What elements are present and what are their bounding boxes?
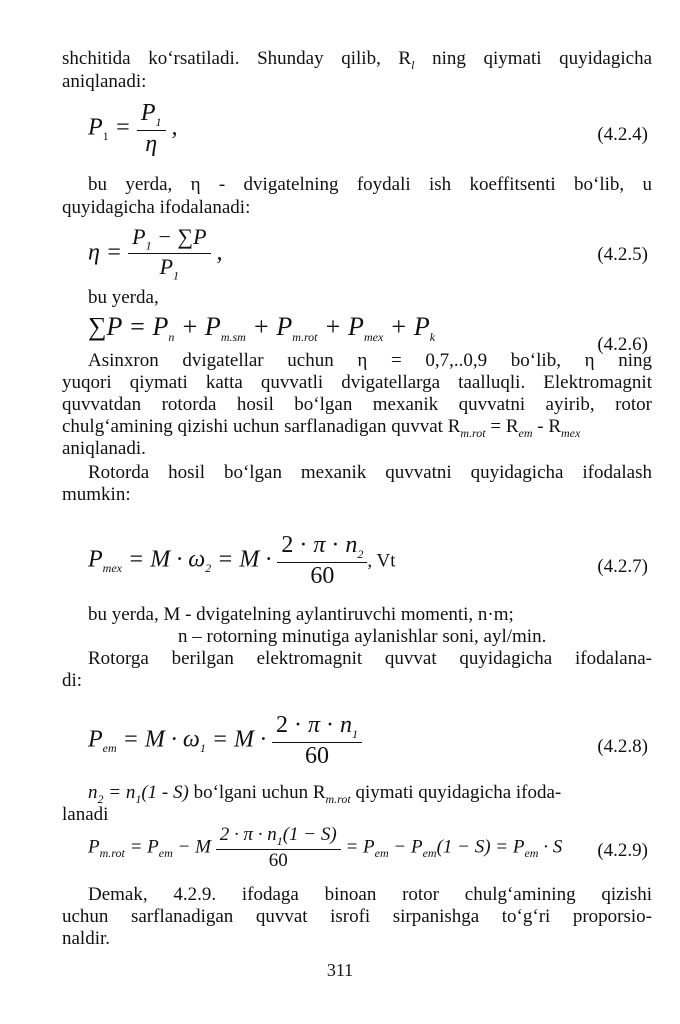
text-line: aniqlanadi. (62, 438, 146, 459)
text-line: Demak, 4.2.9. ifodaga binoan rotor chulg‘amining qizishi (88, 884, 652, 905)
text-line: mumkin: (62, 484, 131, 505)
equation-4-2-9: $P_{m.rot} = P_{em} - M$ $\frac{2 \cdot \pi \cdot n_1(1 - S)}{60}$ = $P_{em} - P_{em}(1 - S) = P_{em} \cdot S$ (4.2.9) (88, 824, 648, 871)
text-line: Rotorda hosil bo‘lgan mexanik quvvatni quyidagicha ifodalash (88, 462, 652, 483)
equation-4-2-6: $\sum P = P_n + P_{m.sm} + P_{m.rot} + P_{mex} + P_k$ (4.2.6) (88, 312, 648, 355)
page-number: 311 (326, 960, 354, 980)
text-line: di: (62, 670, 83, 691)
text-line: yuqori qiymati katta quvvatli dvigatellarga taalluqli. Elektromagnit (62, 372, 652, 393)
equation-4-2-4: $P_1$ = $\frac{P_1}{\eta}$ , (4.2.4) (88, 100, 648, 157)
text-line: quvvatdan rotorda hosil bo‘lgan mexanik quvvatni ayirib, rotor (62, 394, 652, 415)
text-line: Asinxron dvigatellar uchun η = 0,7,..0,9 bo‘lib, η ning (88, 350, 652, 371)
equation-4-2-5: η = $\frac{P_1 - \sum P}{P_1}$ , (4.2.5) (88, 224, 648, 283)
equation-4-2-7: $P_{mex} = M \cdot \omega_2 = M$ · $\frac{2 \cdot \pi \cdot n_2}{60}$ , Vt (4.2.7) (88, 532, 648, 589)
text-line: chulg‘amining qizishi uchun sarflanadigan quvvat $R_{m.rot} = R_{em} - R_{mex}$ (62, 416, 581, 440)
text-line: shchitida ko‘rsatiladi. Shunday qilib, $R_l$ ning qiymati quyidagicha (62, 48, 652, 72)
equation-4-2-8: $P_{em} = M \cdot \omega_1 = M$ · $\frac{2 \cdot \pi \cdot n_1}{60}$ (4.2.8) (88, 712, 648, 769)
text-line: uchun sarflanadigan quvvat isrofi sirpanishga to‘g‘ri proporsio- (62, 906, 652, 927)
text-line: naldir. (62, 928, 111, 949)
text-line: $n_2 = n_1(1 - S)$ bo‘lgani uchun $R_{m.rot}$ qiymati quyidagicha ifoda- (88, 782, 562, 806)
text-line: aniqlanadi: (62, 71, 147, 92)
text-line: lanadi (62, 804, 109, 825)
text-line: bu yerda, M - dvigatelning aylantiruvchi momenti, n·m; (88, 604, 514, 625)
text-line: n – rotorning minutiga aylanishlar soni, ayl/min. (178, 626, 547, 647)
text-line: Rotorga berilgan elektromagnit quvvat quyidagicha ifodalana- (88, 648, 652, 669)
text-line: bu yerda, (88, 287, 159, 308)
text-line: quyidagicha ifodalanadi: (62, 197, 251, 218)
text-line: bu yerda, η - dvigatelning foydali ish koeffitsenti bo‘lib, u (88, 174, 652, 195)
